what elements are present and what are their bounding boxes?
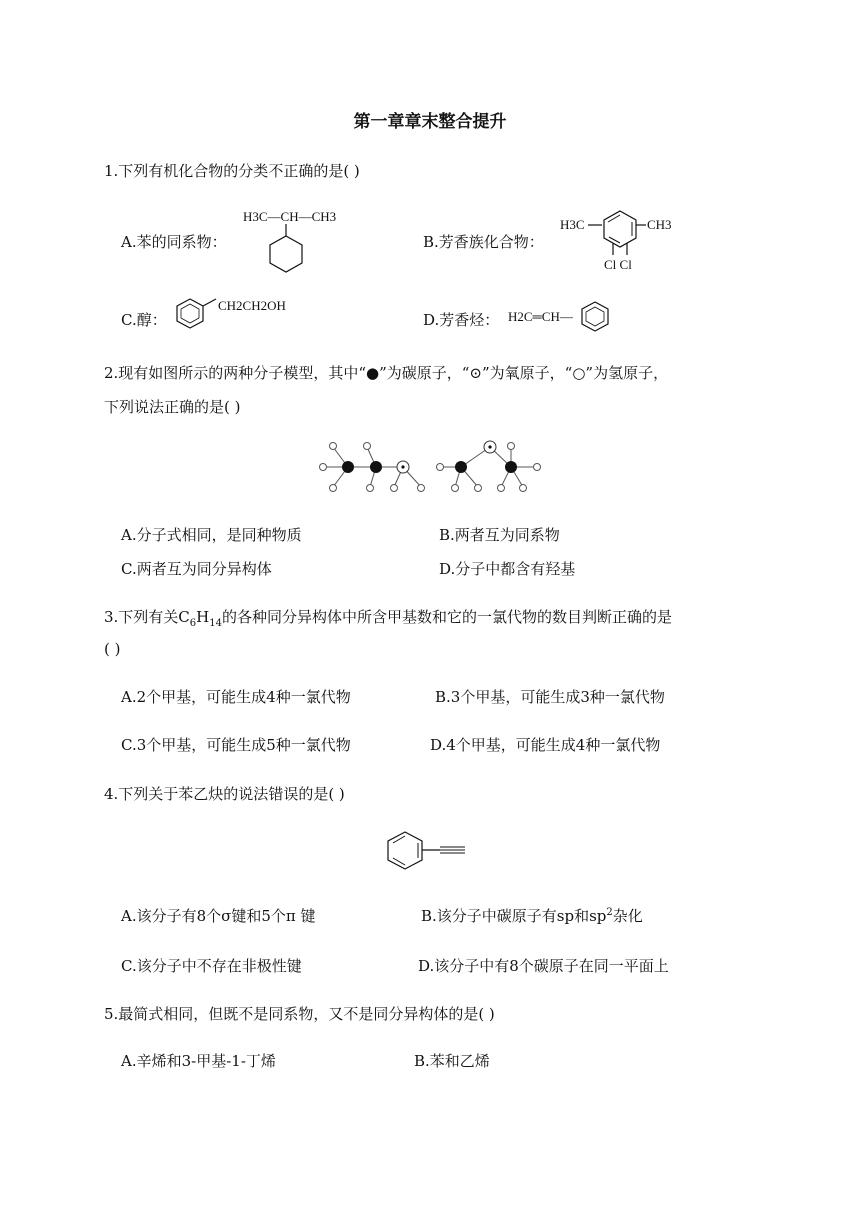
q4-option-d: D.该分子中有8个碳原子在同一平面上 [418,957,669,975]
question-3-stem-line2: ( ) [104,640,121,658]
q3-option-a: A.2个甲基，可能生成4种一氯代物 [121,688,351,706]
q1-b-right: CH3 [647,217,672,232]
q3-option-c: C.3个甲基，可能生成5种一氯代物 [121,736,351,754]
q1-b-left: H3C [560,217,585,232]
question-4-stem: 4.下列关于苯乙炔的说法错误的是( ) [104,785,345,803]
q1-option-d: D.芳香烃： [423,311,500,329]
question-2-stem-line2: 下列说法正确的是( ) [104,398,241,416]
q4-option-b: B.该分子中碳原子有sp和$sp^2$杂化 [421,907,643,925]
question-1-stem: 1.下列有机化合物的分类不正确的是( ) [104,162,360,180]
question-3-stem: 3.下列有关$C_6H_{14}$的各种同分异构体中所含甲基数和它的一氯代物的数目判断正确的是 [104,608,673,629]
q2-option-b: B.两者互为同系物 [439,526,560,544]
q1-d-chain: H2C═CH— [508,309,573,324]
q1-b-bottom: Cl Cl [604,257,632,272]
q1-option-a: A.苯的同系物： [121,233,227,251]
q1-c-structure [170,295,310,335]
q5-option-b: B.苯和乙烯 [414,1052,490,1070]
question-5-stem: 5.最简式相同，但既不是同系物，又不是同分异构体的是( ) [104,1005,495,1023]
q4-option-c: C.该分子中不存在非极性键 [121,957,302,975]
q2-option-a: A.分子式相同，是同种物质 [121,526,302,544]
q3-option-b: B.3个甲基，可能生成3种一氯代物 [435,688,665,706]
q1-option-c: C.醇： [121,311,167,329]
q1-a-struct-text: H3C—CH—CH3 [243,209,337,224]
q4-phenylacetylene-structure [385,830,475,874]
q2-option-d: D.分子中都含有羟基 [439,560,576,578]
q4-option-a: A.该分子有8个σ键和5个π 键 [121,907,316,925]
q1-option-b: B.芳香族化合物： [423,233,544,251]
q1-c-chain: CH2CH2OH [218,298,286,313]
q3-option-d: D.4个甲基，可能生成4种一氯代物 [430,736,661,754]
question-2-stem: 2.现有如图所示的两种分子模型，其中“●”为碳原子，“⊙”为氧原子，“○”为氢原子， [104,364,669,382]
q5-option-a: A.辛烯和3-甲基-1-丁烯 [121,1052,276,1070]
q2-option-c: C.两者互为同分异构体 [121,560,272,578]
q2-molecule-models [315,440,555,500]
page-title: 第一章章末整合提升 [353,112,507,132]
q1-d-structure [508,299,628,339]
q1-a-structure [240,206,350,286]
q1-b-structure [560,203,680,273]
